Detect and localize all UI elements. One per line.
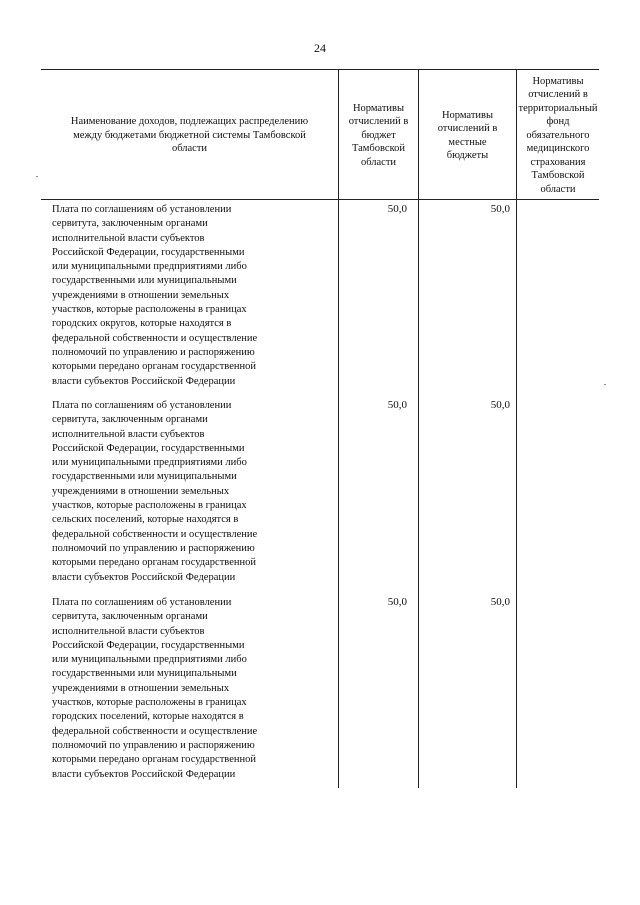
header-regional-label: Нормативы отчислений в бюджет Тамбовской области	[348, 102, 409, 168]
row-regional-value: 50,0	[387, 596, 407, 608]
row-regional-value: 50,0	[387, 399, 407, 411]
row-name: Плата по соглашениям об установлении сервитута, заключенным органами исполнительной власти субъектов Российской Федерации, государственными или муниципальными предприятиями либо государственными или муниципальными учреждениями в отношении земельных участков, которые расположены в границах городских округов, которые находятся в федеральной собственности и осуществление полномочий по управлению и распоряжению которыми передано органам государственной власти субъектов Российской Федерации	[52, 204, 258, 387]
header-regional-column	[339, 72, 418, 199]
row-name: Плата по соглашениям об установлении сервитута, заключенным органами исполнительной власти субъектов Российской Федерации, государственными или муниципальными предприятиями либо государственными или муниципальными учреждениями в отношении земельных участков, которые расположены в границах городских поселений, которые находятся в федеральной собственности и осуществление полномочий по управлению и распоряжению которыми передано органам государственной власти субъектов Российской Федерации	[52, 597, 258, 780]
scan-speck	[604, 384, 606, 385]
scan-speck	[36, 176, 38, 177]
row-local-value: 50,0	[490, 596, 510, 608]
row-regional-value: 50,0	[387, 203, 407, 215]
header-tfoms-label: Нормативы отчислений в территориальный фонд обязательного медицинского страхования Тамбовской области	[518, 75, 598, 195]
header-name-label: Наименование доходов, подлежащих распределению между бюджетами бюджетной системы Тамбовской области	[70, 116, 309, 155]
page-number: 24	[314, 41, 326, 55]
row-name: Плата по соглашениям об установлении сервитута, заключенным органами исполнительной власти субъектов Российской Федерации, государственными или муниципальными предприятиями либо государственными или муниципальными учреждениями в отношении земельных участков, которые расположены в границах сельских поселений, которые находятся в федеральной собственности и осуществление полномочий по управлению и распоряжению которыми передано органам государственной власти субъектов Российской Федерации	[52, 400, 258, 583]
header-tfoms-column	[517, 72, 599, 199]
header-local-column	[419, 72, 516, 199]
header-name-column	[41, 72, 338, 199]
row-local-value: 50,0	[490, 399, 510, 411]
row-local-value: 50,0	[490, 203, 510, 215]
header-local-label: Нормативы отчислений в местные бюджеты	[437, 109, 498, 161]
